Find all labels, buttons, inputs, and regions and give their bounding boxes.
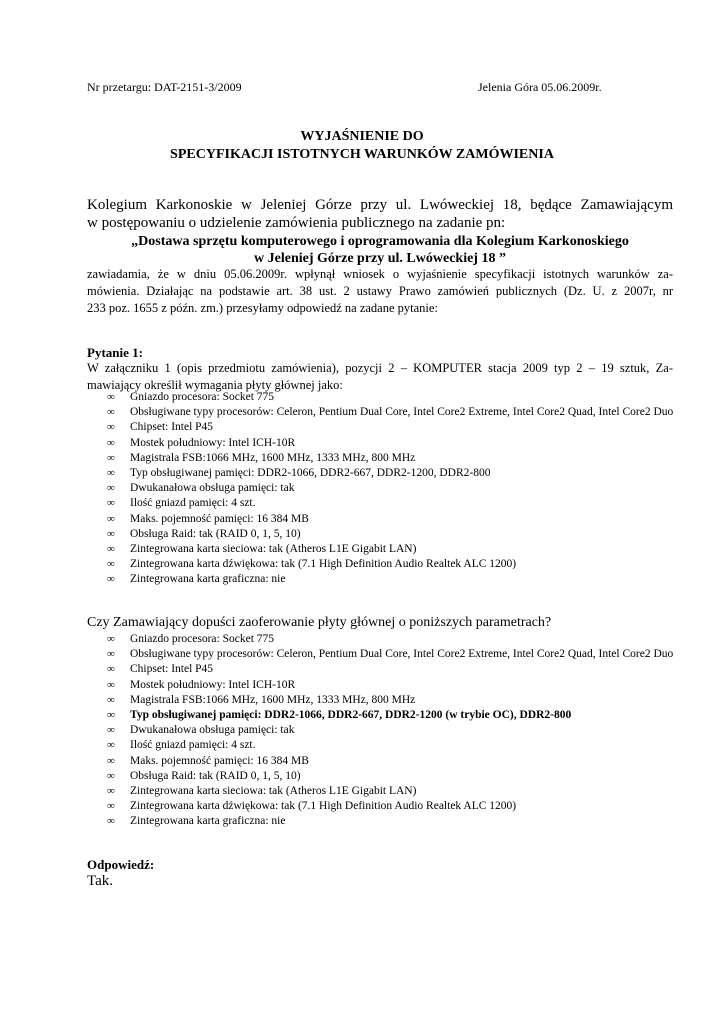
q2-spec-item [107, 708, 677, 723]
answer-heading: Odpowiedź: [87, 857, 155, 872]
bullet-icon: ∞ [107, 512, 115, 525]
q2-spec-item-text: Magistrala FSB:1066 MHz, 1600 MHz, 1333 MHz, 800 MHz [130, 693, 416, 706]
answer-text: Tak. [87, 873, 114, 889]
q1-spec-item-text: Typ obsługiwanej pamięci: DDR2-1066, DDR2-667, DDR2-1200, DDR2-800 [130, 467, 491, 480]
q1-spec-item [107, 542, 677, 557]
q1-spec-item [107, 405, 677, 420]
question-1-line-2: mawiający określił wymagania płyty głównej jako: [87, 378, 343, 392]
q1-spec-item [107, 557, 677, 572]
question-2-spec-list [107, 632, 677, 830]
q2-spec-item-text: Obsługiwane typy procesorów: Celeron, Pentium Dual Core, Intel Core2 Extreme, Intel Core2 Quad, Intel Core2 Duo [130, 648, 674, 661]
title-line-2: SPECYFIKACJI ISTOTNYCH WARUNKÓW ZAMÓWIENIA [170, 147, 554, 162]
bullet-icon: ∞ [107, 497, 115, 510]
question-1-text [87, 360, 673, 394]
bullet-icon: ∞ [107, 709, 115, 722]
q1-spec-item-text: Mostek południowy: Intel ICH-10R [130, 436, 296, 449]
q2-spec-item-text: Dwukanałowa obsługa pamięci: tak [130, 724, 295, 737]
q1-spec-item [107, 496, 677, 511]
bullet-icon: ∞ [107, 421, 115, 434]
subject-line-2: w Jeleniej Górze przy ul. Lwóweckiej 18 ” [254, 251, 506, 266]
bullet-icon: ∞ [107, 754, 115, 767]
q1-spec-item [107, 390, 677, 405]
notice-line-1: zawiadamia, że w dniu 05.06.2009r. wpłynął wniosek o wyjaśnienie specyfikacji istotnych warunków za- [87, 267, 673, 281]
q1-spec-item-text: Magistrala FSB:1066 MHz, 1600 MHz, 1333 MHz, 800 MHz [130, 451, 416, 464]
notice-line-3: 233 poz. 1655 z późn. zm.) przesyłamy odpowiedź na zadane pytanie: [87, 301, 438, 315]
q1-spec-item-text: Zintegrowana karta sieciowa: tak (Atheros L1E Gigabit LAN) [130, 543, 417, 556]
q2-spec-item-text: Chipset: Intel P45 [130, 663, 214, 676]
bullet-icon: ∞ [107, 648, 115, 661]
q1-spec-item-text: Ilość gniazd pamięci: 4 szt. [130, 497, 256, 510]
bullet-icon: ∞ [107, 693, 115, 706]
q1-spec-item [107, 420, 677, 435]
notice-line-2: mówienia. Działając na podstawie art. 38 ust. 2 ustawy Prawo zamówień publicznych (Dz. U. z 2007r, nr [87, 284, 673, 298]
bullet-icon: ∞ [107, 633, 115, 645]
bullet-icon: ∞ [107, 406, 115, 419]
q1-spec-item-text: Zintegrowana karta dźwiękowa: tak (7.1 High Definition Audio Realtek ALC 1200) [130, 558, 517, 571]
q2-spec-item-text: Gniazdo procesora: Socket 775 [130, 633, 275, 645]
q2-spec-item-text: Zintegrowana karta graficzna: nie [130, 815, 286, 828]
place-date: Jelenia Góra 05.06.2009r. [478, 80, 602, 94]
bullet-icon: ∞ [107, 769, 115, 782]
q2-spec-item [107, 678, 677, 693]
q2-spec-item [107, 632, 677, 647]
q1-spec-item [107, 527, 677, 542]
subject-line-1: „Dostawa sprzętu komputerowego i oprogramowania dla Kolegium Karkonoskiego [131, 234, 629, 249]
notice-paragraph [87, 266, 673, 317]
q1-spec-item-text: Obsługiwane typy procesorów: Celeron, Pentium Dual Core, Intel Core2 Extreme, Intel Core2 Quad, Intel Core2 Duo [130, 406, 674, 419]
q2-spec-item [107, 738, 677, 753]
bullet-icon: ∞ [107, 543, 115, 556]
q2-spec-item-text: Mostek południowy: Intel ICH-10R [130, 678, 296, 691]
q1-spec-item [107, 512, 677, 527]
bullet-icon: ∞ [107, 467, 115, 480]
q2-spec-item [107, 784, 677, 799]
bullet-icon: ∞ [107, 739, 115, 752]
bullet-icon: ∞ [107, 785, 115, 798]
intro-line-2: w postępowaniu o udzielenie zamówienia publicznego na zadanie pn: [87, 215, 506, 231]
question-2-text: Czy Zamawiający dopuści zaoferowanie płyty głównej o poniższych parametrach? [87, 615, 552, 630]
q1-spec-item-text: Gniazdo procesora: Socket 775 [130, 391, 275, 403]
q1-spec-item-text: Dwukanałowa obsługa pamięci: tak [130, 482, 295, 495]
bullet-icon: ∞ [107, 436, 115, 449]
bullet-icon: ∞ [107, 724, 115, 737]
bullet-icon: ∞ [107, 800, 115, 813]
bullet-icon: ∞ [107, 678, 115, 691]
q1-spec-item [107, 451, 677, 466]
document-title [0, 128, 724, 164]
bullet-icon: ∞ [107, 663, 115, 676]
question-1-heading: Pytanie 1: [87, 345, 143, 360]
q2-spec-item-text: Zintegrowana karta dźwiękowa: tak (7.1 High Definition Audio Realtek ALC 1200) [130, 800, 517, 813]
q1-spec-item [107, 481, 677, 496]
intro-paragraph [87, 196, 673, 232]
q1-spec-item [107, 436, 677, 451]
bullet-icon: ∞ [107, 558, 115, 571]
tender-number: Nr przetargu: DAT-2151-3/2009 [87, 80, 242, 94]
q2-spec-item-text: Zintegrowana karta sieciowa: tak (Atheros L1E Gigabit LAN) [130, 785, 417, 798]
q2-spec-item [107, 769, 677, 784]
question-1-spec-list [107, 390, 677, 588]
q2-spec-item-text: Maks. pojemność pamięci: 16 384 MB [130, 754, 309, 767]
bullet-icon: ∞ [107, 451, 115, 464]
bullet-icon: ∞ [107, 482, 115, 495]
q1-spec-item [107, 572, 677, 587]
q2-spec-item-text: Typ obsługiwanej pamięci: DDR2-1066, DDR2-667, DDR2-1200 (w trybie OC), DDR2-800 [130, 709, 572, 722]
question-1-line-1: W załączniku 1 (opis przedmiotu zamówienia), pozycji 2 – KOMPUTER stacja 2009 typ 2 – 19 sztuk, Za- [87, 361, 673, 375]
q2-spec-item [107, 723, 677, 738]
q2-spec-item [107, 799, 677, 814]
bullet-icon: ∞ [107, 815, 115, 828]
q2-spec-item [107, 647, 677, 662]
intro-line-1: Kolegium Karkonoskie w Jeleniej Górze przy ul. Lwóweckiej 18, będące Zamawiającym [87, 197, 673, 213]
q2-spec-item [107, 814, 677, 829]
q2-spec-item [107, 754, 677, 769]
q2-spec-item-text: Ilość gniazd pamięci: 4 szt. [130, 739, 256, 752]
bullet-icon: ∞ [107, 391, 115, 403]
q1-spec-item-text: Chipset: Intel P45 [130, 421, 214, 434]
q2-spec-item [107, 662, 677, 677]
q1-spec-item-text: Zintegrowana karta graficzna: nie [130, 573, 286, 586]
q1-spec-item-text: Maks. pojemność pamięci: 16 384 MB [130, 512, 309, 525]
q1-spec-item [107, 466, 677, 481]
q2-spec-item [107, 693, 677, 708]
bullet-icon: ∞ [107, 527, 115, 540]
q1-spec-item-text: Obsługa Raid: tak (RAID 0, 1, 5, 10) [130, 527, 301, 540]
q2-spec-item-text: Obsługa Raid: tak (RAID 0, 1, 5, 10) [130, 769, 301, 782]
title-line-1: WYJAŚNIENIE DO [300, 129, 424, 144]
bullet-icon: ∞ [107, 573, 115, 586]
